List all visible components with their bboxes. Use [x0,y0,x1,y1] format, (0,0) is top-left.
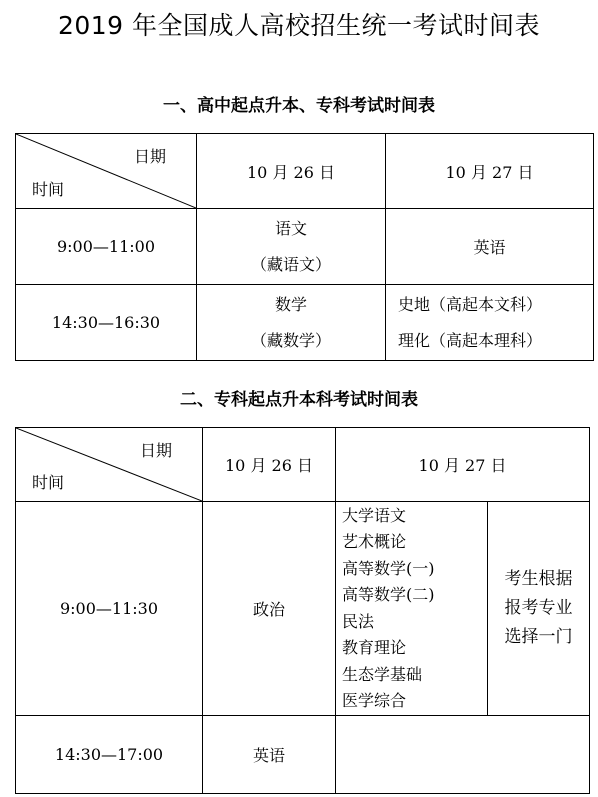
date-label: 日期 [133,147,166,166]
list-item: 高等数学(一) [342,558,435,578]
time-cell: 9:00—11:00 [16,209,197,285]
list-item: 生态学基础 [342,664,423,684]
list-item: 大学语文 [342,505,407,525]
time-label: 时间 [32,180,65,199]
subject-cell: 政治 [203,502,336,716]
section2-heading: 二、专科起点升本科考试时间表 [180,390,418,410]
table-row [16,209,594,285]
subject-cell [197,285,386,361]
subject-cell: 英语 [386,209,594,285]
section1-heading: 一、高中起点升本、专科考试时间表 [163,96,435,116]
document-title: 2019 年全国成人高校招生统一考试时间表 [57,11,541,40]
list-item: 高等数学(二) [342,585,435,604]
subject-cell: 英语 [203,716,336,794]
subject-cell [386,285,594,361]
header-day2: 10 月 27 日 [386,134,594,209]
table-row [16,285,594,361]
schedule-table-1 [15,133,594,361]
list-item: 医学综合 [342,691,407,710]
diagonal-header-cell [16,134,197,209]
time-cell: 14:30—16:30 [16,285,197,361]
subject-cell [197,209,386,285]
note-line: 选择一门 [504,627,573,647]
note-line: 考生根据 [504,569,573,589]
subject-line: （藏数学） [250,330,331,350]
date-label: 日期 [139,441,172,460]
subject-line: （藏语文） [250,254,331,274]
header-day2: 10 月 27 日 [336,428,590,502]
header-day1: 10 月 26 日 [203,428,336,502]
table-header-row [16,428,590,502]
subject-line: 理化（高起本理科） [398,330,543,350]
time-label: 时间 [32,473,65,492]
elective-note-cell [488,502,590,716]
subject-line: 语文 [274,218,307,238]
table-row [16,502,590,716]
subject-line: 数学 [274,294,307,314]
list-item: 艺术概论 [342,532,407,551]
time-cell: 9:00—11:30 [16,502,203,716]
elective-subjects-cell [336,502,488,716]
list-item: 教育理论 [342,638,407,657]
list-item: 民法 [342,611,375,631]
table-row [16,716,590,794]
table-header-row [16,134,594,209]
header-day1: 10 月 26 日 [197,134,386,209]
time-cell: 14:30—17:00 [16,716,203,794]
note-line: 报考专业 [504,598,573,618]
schedule-table-2 [15,427,590,794]
diagonal-header-cell [16,428,203,502]
empty-cell [336,716,590,794]
subject-line: 史地（高起本文科） [398,294,543,314]
